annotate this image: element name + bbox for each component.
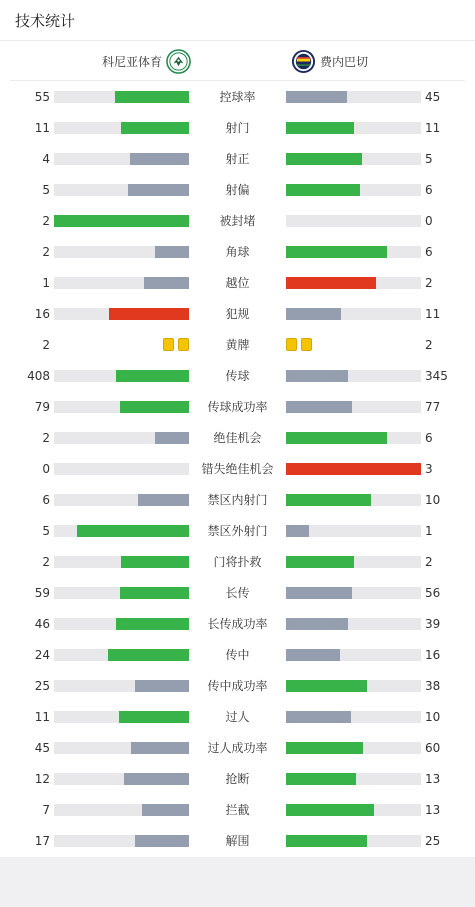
- home-value: 59: [34, 586, 50, 600]
- away-bar: [286, 122, 354, 134]
- home-bar: [121, 122, 189, 134]
- home-bar: [155, 432, 189, 444]
- home-value: 2: [42, 338, 50, 352]
- stat-row: [0, 298, 475, 329]
- home-value: 12: [34, 772, 50, 786]
- away-bar: [286, 804, 374, 816]
- yellow-card-icon: [286, 338, 297, 351]
- stat-row: [0, 360, 475, 391]
- stat-row: [0, 701, 475, 732]
- away-value: 2: [425, 555, 433, 569]
- home-bar: [121, 556, 189, 568]
- stat-row: [0, 205, 475, 236]
- away-value: 77: [425, 400, 441, 414]
- home-bar: [120, 401, 189, 413]
- home-bar: [131, 742, 189, 754]
- home-value: 2: [42, 555, 50, 569]
- away-value: 0: [425, 214, 433, 228]
- home-bar-track: [54, 618, 189, 630]
- home-value: 55: [34, 90, 50, 104]
- away-bar-track: [286, 153, 421, 165]
- away-value: 5: [425, 152, 433, 166]
- stat-row: [0, 546, 475, 577]
- away-bar: [286, 370, 348, 382]
- away-bar: [286, 711, 351, 723]
- home-value: 0: [42, 462, 50, 476]
- home-value: 24: [34, 648, 50, 662]
- stat-row: [0, 391, 475, 422]
- stat-label: 传中: [225, 648, 250, 662]
- away-value: 11: [425, 121, 441, 135]
- away-bar: [286, 649, 340, 661]
- home-bar: [130, 153, 189, 165]
- away-bar-track: [286, 711, 421, 723]
- yellow-card-icon: [178, 338, 189, 351]
- stat-row: [0, 267, 475, 298]
- home-bar-track: [54, 773, 189, 785]
- home-bar: [120, 587, 189, 599]
- away-bar-track: [286, 215, 421, 227]
- away-value: 3: [425, 462, 433, 476]
- stat-label: 禁区内射门: [207, 493, 268, 507]
- stat-label: 传球: [225, 369, 250, 383]
- away-bar: [286, 525, 309, 537]
- away-value: 39: [425, 617, 441, 631]
- home-bar-track: [54, 153, 189, 165]
- home-bar: [116, 618, 189, 630]
- home-bar-track: [54, 463, 189, 475]
- stat-label: 被封堵: [219, 214, 256, 228]
- home-bar-track: [54, 432, 189, 444]
- home-value: 1: [42, 276, 50, 290]
- away-bar: [286, 618, 348, 630]
- away-bar-track: [286, 432, 421, 444]
- away-bar-track: [286, 680, 421, 692]
- away-bar: [286, 463, 421, 475]
- home-bar-track: [54, 370, 189, 382]
- away-team-name: 费内巴切: [320, 54, 369, 69]
- home-bar: [135, 680, 189, 692]
- home-bar: [115, 91, 189, 103]
- away-value: 1: [425, 524, 433, 538]
- away-value: 60: [425, 741, 441, 755]
- home-value: 11: [34, 710, 50, 724]
- away-bar-track: [286, 246, 421, 258]
- away-bar: [286, 835, 367, 847]
- stat-label: 抢断: [225, 772, 250, 786]
- away-value: 11: [425, 307, 441, 321]
- stat-row: [0, 825, 475, 856]
- away-bar: [286, 773, 356, 785]
- away-bar-track: [286, 277, 421, 289]
- away-value: 6: [425, 245, 433, 259]
- home-bar-track: [54, 525, 189, 537]
- home-value: 2: [42, 431, 50, 445]
- stat-label: 解围: [225, 834, 250, 848]
- stat-row: [0, 422, 475, 453]
- home-bar-track: [54, 184, 189, 196]
- away-bar: [286, 401, 352, 413]
- away-bar-track: [286, 401, 421, 413]
- stat-label: 射门: [225, 121, 250, 135]
- konyaspor-crest-icon: [166, 49, 191, 74]
- stat-label: 门将扑救: [213, 555, 262, 569]
- away-value: 10: [425, 710, 441, 724]
- away-bar-track: [286, 835, 421, 847]
- home-value: 25: [34, 679, 50, 693]
- away-value: 10: [425, 493, 441, 507]
- home-bar: [135, 835, 189, 847]
- stat-label: 控球率: [219, 90, 256, 104]
- fenerbahce-crest-icon: [291, 49, 316, 74]
- home-bar: [155, 246, 189, 258]
- away-value: 345: [425, 369, 448, 383]
- home-value: 11: [34, 121, 50, 135]
- home-value: 6: [42, 493, 50, 507]
- panel-header: [0, 0, 475, 41]
- stat-row: [0, 112, 475, 143]
- away-value: 6: [425, 431, 433, 445]
- away-bar-track: [286, 649, 421, 661]
- away-cards: [286, 338, 312, 352]
- home-value: 17: [34, 834, 50, 848]
- away-bar-track: [286, 618, 421, 630]
- stat-label: 长传成功率: [207, 617, 268, 631]
- stat-row: [0, 81, 475, 112]
- home-value: 2: [42, 214, 50, 228]
- away-bar-track: [286, 308, 421, 320]
- stat-row: [0, 515, 475, 546]
- away-bar: [286, 91, 347, 103]
- stat-label: 传中成功率: [207, 679, 268, 693]
- home-bar: [138, 494, 189, 506]
- teams-row: [10, 41, 465, 81]
- stat-label: 禁区外射门: [207, 524, 268, 538]
- stat-row: [0, 174, 475, 205]
- home-value: 79: [34, 400, 50, 414]
- home-bar-track: [54, 587, 189, 599]
- away-bar-track: [286, 122, 421, 134]
- away-value: 56: [425, 586, 441, 600]
- away-value: 6: [425, 183, 433, 197]
- away-bar-track: [286, 587, 421, 599]
- stat-label: 过人成功率: [207, 741, 268, 755]
- away-bar-track: [286, 184, 421, 196]
- away-bar: [286, 153, 362, 165]
- stat-row: [0, 143, 475, 174]
- stat-row: [0, 763, 475, 794]
- home-bar: [128, 184, 189, 196]
- home-value: 4: [42, 152, 50, 166]
- home-bar: [116, 370, 189, 382]
- home-bar-track: [54, 835, 189, 847]
- away-bar: [286, 184, 360, 196]
- stat-label: 拦截: [225, 803, 250, 817]
- away-value: 25: [425, 834, 441, 848]
- away-bar: [286, 246, 387, 258]
- stat-label: 错失绝佳机会: [201, 462, 274, 476]
- stat-row: [0, 608, 475, 639]
- away-bar: [286, 556, 354, 568]
- away-value: 2: [425, 276, 433, 290]
- away-bar-track: [286, 556, 421, 568]
- home-bar-track: [54, 494, 189, 506]
- away-bar: [286, 308, 341, 320]
- stat-row: [0, 236, 475, 267]
- stat-row: [0, 329, 475, 360]
- away-bar-track: [286, 370, 421, 382]
- away-value: 38: [425, 679, 441, 693]
- home-bar-track: [54, 122, 189, 134]
- away-bar: [286, 742, 363, 754]
- home-bar-track: [54, 680, 189, 692]
- stat-label: 射偏: [225, 183, 250, 197]
- home-bar: [124, 773, 189, 785]
- away-bar-track: [286, 742, 421, 754]
- away-bar-track: [286, 773, 421, 785]
- stat-row: [0, 577, 475, 608]
- away-bar: [286, 587, 352, 599]
- away-bar-track: [286, 804, 421, 816]
- home-bar: [119, 711, 189, 723]
- stat-row: [0, 732, 475, 763]
- home-bar-track: [54, 246, 189, 258]
- stat-label: 传球成功率: [207, 400, 268, 414]
- away-bar: [286, 680, 367, 692]
- stat-row: [0, 670, 475, 701]
- stat-label: 长传: [225, 586, 250, 600]
- home-value: 45: [34, 741, 50, 755]
- stat-label: 过人: [225, 710, 250, 724]
- home-bar-track: [54, 277, 189, 289]
- home-value: 5: [42, 183, 50, 197]
- stat-row: [0, 639, 475, 670]
- away-value: 2: [425, 338, 433, 352]
- stat-label: 角球: [225, 245, 250, 259]
- away-value: 13: [425, 772, 441, 786]
- stat-label: 犯规: [225, 307, 250, 321]
- home-bar-track: [54, 215, 189, 227]
- home-bar-track: [54, 711, 189, 723]
- home-bar: [54, 215, 189, 227]
- home-value: 46: [34, 617, 50, 631]
- away-bar-track: [286, 91, 421, 103]
- home-bar-track: [54, 91, 189, 103]
- home-bar-track: [54, 649, 189, 661]
- yellow-card-icon: [163, 338, 174, 351]
- home-bar-track: [54, 308, 189, 320]
- away-value: 16: [425, 648, 441, 662]
- stat-label: 黄牌: [225, 338, 250, 352]
- home-team-name: 科尼亚体育: [102, 54, 163, 69]
- away-bar: [286, 277, 376, 289]
- away-team[interactable]: [291, 41, 368, 81]
- home-bar: [109, 308, 189, 320]
- home-value: 7: [42, 803, 50, 817]
- home-bar: [142, 804, 189, 816]
- yellow-card-icon: [301, 338, 312, 351]
- stat-row: [0, 484, 475, 515]
- stat-row: [0, 794, 475, 825]
- home-bar-track: [54, 556, 189, 568]
- home-value: 2: [42, 245, 50, 259]
- home-bar-track: [54, 401, 189, 413]
- home-bar-track: [54, 804, 189, 816]
- away-value: 45: [425, 90, 441, 104]
- away-bar: [286, 494, 371, 506]
- home-bar-track: [54, 742, 189, 754]
- home-value: 16: [34, 307, 50, 321]
- away-value: 13: [425, 803, 441, 817]
- away-bar-track: [286, 494, 421, 506]
- stat-row: [0, 453, 475, 484]
- home-bar: [144, 277, 189, 289]
- stat-label: 越位: [225, 276, 250, 290]
- home-bar: [108, 649, 189, 661]
- home-cards: [163, 338, 189, 352]
- away-bar-track: [286, 525, 421, 537]
- home-value: 5: [42, 524, 50, 538]
- away-bar: [286, 432, 387, 444]
- stat-label: 绝佳机会: [213, 431, 262, 445]
- stat-label: 射正: [225, 152, 250, 166]
- panel-title: 技术统计: [15, 11, 76, 30]
- home-bar: [77, 525, 189, 537]
- home-value: 408: [27, 369, 50, 383]
- away-bar-track: [286, 463, 421, 475]
- home-team[interactable]: [102, 41, 191, 81]
